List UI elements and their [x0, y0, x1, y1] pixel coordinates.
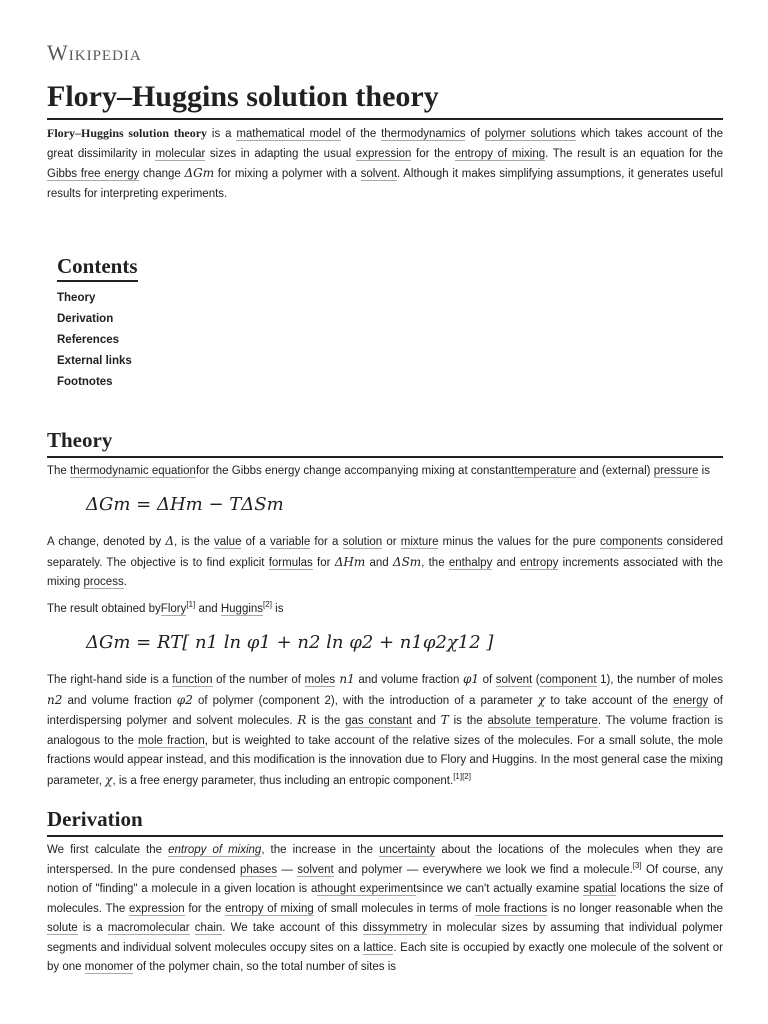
link-flory[interactable]: Flory — [160, 603, 187, 615]
text: — — [277, 863, 298, 876]
text: about the locations of the molecules when they are interspersed. In the pure condensed — [47, 844, 723, 876]
link-mole-fraction[interactable]: mole fraction — [138, 734, 205, 747]
text: is a — [207, 128, 237, 140]
link-molecular[interactable]: molecular — [155, 147, 206, 160]
text: is the — [306, 715, 346, 727]
text: change — [139, 168, 185, 180]
page-title: Flory–Huggins solution theory — [47, 78, 723, 120]
derivation-paragraph-1 — [47, 841, 723, 978]
link-huggins[interactable]: Huggins — [220, 603, 264, 615]
section-heading-derivation: Derivation — [47, 805, 723, 837]
link-chain[interactable]: chain — [194, 922, 223, 934]
link-variable[interactable]: variable — [269, 536, 311, 548]
text: A change, denoted by — [47, 536, 166, 548]
link-spatial[interactable]: spatial — [583, 883, 617, 895]
text: and — [411, 715, 441, 727]
link-entropy-of-mixing[interactable]: entropy of mixing — [225, 902, 314, 915]
text: The right-hand side is a — [47, 674, 173, 686]
equation-flory-huggins: ΔGm = RT[ n1 ln φ1 + n2 ln φ2 + n1φ2χ12 ] — [86, 632, 494, 653]
link-entropy[interactable]: entropy — [520, 556, 559, 569]
text: . Although it makes simplifying assumptions, it generates useful results for interpreting experiments. — [47, 168, 723, 200]
text: and (external) — [576, 465, 654, 477]
math-delta-g-m: ΔGm — [184, 166, 215, 180]
link-energy[interactable]: energy — [673, 694, 709, 707]
link-macromolecular[interactable]: macromolecular — [107, 922, 190, 934]
math-phi2: φ2 — [176, 692, 193, 707]
math-phi1: φ1 — [462, 672, 480, 686]
text: sizes in adapting the usual — [205, 147, 356, 160]
link-pressure[interactable]: pressure — [653, 465, 699, 477]
math-t: T — [440, 713, 449, 727]
link-value[interactable]: value — [213, 536, 242, 548]
text: which takes account of the great dissimilarity in — [47, 128, 724, 160]
toc-item-derivation[interactable]: Derivation — [57, 313, 114, 325]
text: and — [365, 556, 393, 569]
text: and volume fraction — [354, 674, 463, 686]
toc-item-theory[interactable]: Theory — [57, 292, 96, 304]
link-component[interactable]: component — [539, 674, 597, 686]
link-entropy-of-mixing[interactable]: entropy of mixing — [454, 147, 546, 160]
text: for the — [411, 147, 455, 160]
math-chi: χ — [105, 772, 113, 787]
text: and volume fraction — [62, 694, 177, 707]
link-expression[interactable]: expression — [129, 902, 185, 915]
text: and — [492, 556, 521, 569]
text: to take account of the — [545, 694, 674, 707]
math-delta-s-m: ΔSm — [392, 554, 422, 569]
citation-3[interactable]: [3] — [632, 860, 642, 870]
link-uncertainty[interactable]: uncertainty — [379, 844, 436, 856]
link-thermodynamics[interactable]: thermodynamics — [381, 128, 466, 140]
link-process[interactable]: process — [83, 576, 124, 588]
text: . We take account of this — [222, 922, 363, 934]
link-dissymmetry[interactable]: dissymmetry — [362, 922, 428, 934]
link-thermodynamic-equation[interactable]: thermodynamic equation — [70, 465, 196, 477]
text: of interdispersing polymer and solvent molecules. — [47, 694, 723, 727]
text: Of course, any notion of "finding" a molecule in a given location is a — [47, 863, 723, 895]
text: The result obtained by — [47, 603, 161, 615]
link-expression[interactable]: expression — [355, 147, 412, 160]
text: . — [123, 576, 127, 588]
text: . Each site is occupied by exactly one molecule of the solvent or by one — [47, 941, 724, 973]
intro-bold-term: Flory–Huggins solution theory — [47, 126, 208, 140]
link-polymer-solutions[interactable]: polymer solutions — [484, 128, 576, 140]
text: for a — [310, 536, 343, 548]
toc-list — [57, 288, 138, 393]
citation-2[interactable]: [2] — [263, 600, 272, 610]
link-thought-experiment[interactable]: thought experiment — [317, 883, 417, 895]
text: is the — [448, 715, 488, 727]
text: of — [465, 128, 485, 140]
text: , the — [421, 556, 449, 569]
text: in molecular sizes by assuming that individual polymer segments and individual solvent molecules occupy sites on a — [47, 922, 723, 954]
text: locations the size of molecules. The — [47, 883, 723, 915]
link-mixture[interactable]: mixture — [400, 536, 439, 548]
toc-item-external-links[interactable]: External links — [57, 355, 132, 367]
text: ( — [532, 674, 540, 686]
math-chi: χ — [537, 692, 546, 707]
theory-paragraph-4 — [47, 670, 723, 791]
link-phases[interactable]: phases — [240, 863, 278, 876]
text: minus the values for the pure — [438, 536, 600, 548]
text: is — [698, 465, 710, 477]
text: for the — [184, 902, 226, 915]
wikipedia-wordmark[interactable]: Wikipedia — [47, 40, 142, 65]
math-n2: n2 — [47, 692, 63, 707]
text: since we can't actually examine — [416, 883, 584, 895]
link-solvent[interactable]: solvent — [495, 674, 533, 686]
link-solute[interactable]: solute — [47, 922, 78, 934]
math-delta-h-m: ΔHm — [334, 554, 366, 569]
table-of-contents — [57, 254, 138, 393]
text: , is the — [174, 536, 214, 548]
link-components[interactable]: components — [599, 536, 663, 548]
toc-title: Contents — [57, 254, 138, 282]
link-absolute-temperature[interactable]: absolute temperature — [487, 715, 598, 727]
text: . The volume fraction is analogous to the — [47, 715, 723, 747]
text: We first calculate the — [47, 844, 169, 856]
link-monomer[interactable]: monomer — [84, 961, 134, 973]
theory-paragraph-3 — [47, 600, 723, 620]
link-lattice[interactable]: lattice — [363, 941, 394, 954]
text: of — [479, 674, 496, 686]
text: , but is weighted to take account of the relative sizes of the molecules. For a small solute, the mole fractions would appear instead, and this modification is the innovation due to Flory and Huggins. In the most general case the mixing parameter, — [47, 734, 723, 787]
math-r: R — [297, 713, 307, 727]
text: of small molecules in terms of — [313, 902, 476, 915]
link-solution[interactable]: solution — [342, 536, 383, 548]
link-enthalpy[interactable]: enthalpy — [448, 556, 493, 569]
link-entropy-of-mixing[interactable]: entropy of mixing — [168, 844, 262, 856]
citation-1[interactable]: [1] — [186, 600, 196, 610]
text: of the polymer chain, so the total number of sites is — [133, 961, 397, 973]
equation-gibbs-change: ΔGm = ΔHm − TΔSm — [86, 494, 284, 515]
text: is — [271, 603, 284, 615]
link-solvent[interactable]: solvent — [360, 168, 398, 180]
text: and — [195, 603, 221, 615]
text: , is a free energy parameter, thus including an entropic component. — [112, 774, 454, 787]
math-delta: Δ — [165, 534, 174, 548]
link-gas-constant[interactable]: gas constant — [345, 715, 412, 727]
theory-paragraph-1 — [47, 462, 723, 482]
text: for — [312, 556, 335, 569]
intro-paragraph — [47, 124, 723, 204]
link-temperature[interactable]: temperature — [514, 465, 577, 477]
text: , the increase in the — [261, 844, 380, 856]
link-formulas[interactable]: formulas — [268, 556, 313, 569]
text: and polymer — everywhere we look we find a molecule. — [333, 863, 633, 876]
link-mathematical-model[interactable]: mathematical model — [236, 128, 341, 140]
text: . The result is an equation for the — [545, 147, 723, 160]
text: of the — [340, 128, 382, 140]
link-moles[interactable]: moles — [304, 674, 336, 686]
theory-paragraph-2 — [47, 532, 723, 593]
text: is no longer reasonable when the — [547, 902, 724, 915]
citation-1-2[interactable]: [1][2] — [453, 771, 471, 781]
section-heading-theory: Theory — [47, 426, 723, 458]
text: of a — [241, 536, 270, 548]
text: of polymer (component 2), with the introduction of a parameter — [192, 694, 538, 707]
toc-item-footnotes[interactable]: Footnotes — [57, 376, 113, 388]
math-n1: n1 — [335, 672, 355, 686]
text: for mixing a polymer with a — [214, 168, 361, 180]
text: 1), the number of moles — [596, 674, 724, 686]
text: for the Gibbs energy change accompanying mixing at constant — [195, 465, 515, 477]
text: of the number of — [212, 674, 305, 686]
text: increments associated with the mixing — [47, 556, 724, 588]
link-gibbs-free-energy[interactable]: Gibbs free energy — [47, 168, 140, 180]
text: The — [47, 465, 71, 477]
text: considered separately. The objective is to find explicit — [47, 536, 724, 569]
text: or — [382, 536, 401, 548]
text: is a — [77, 922, 108, 934]
link-function[interactable]: function — [172, 674, 213, 686]
link-solvent[interactable]: solvent — [297, 863, 334, 876]
toc-item-references[interactable]: References — [57, 334, 120, 346]
link-mole-fractions[interactable]: mole fractions — [475, 902, 548, 915]
